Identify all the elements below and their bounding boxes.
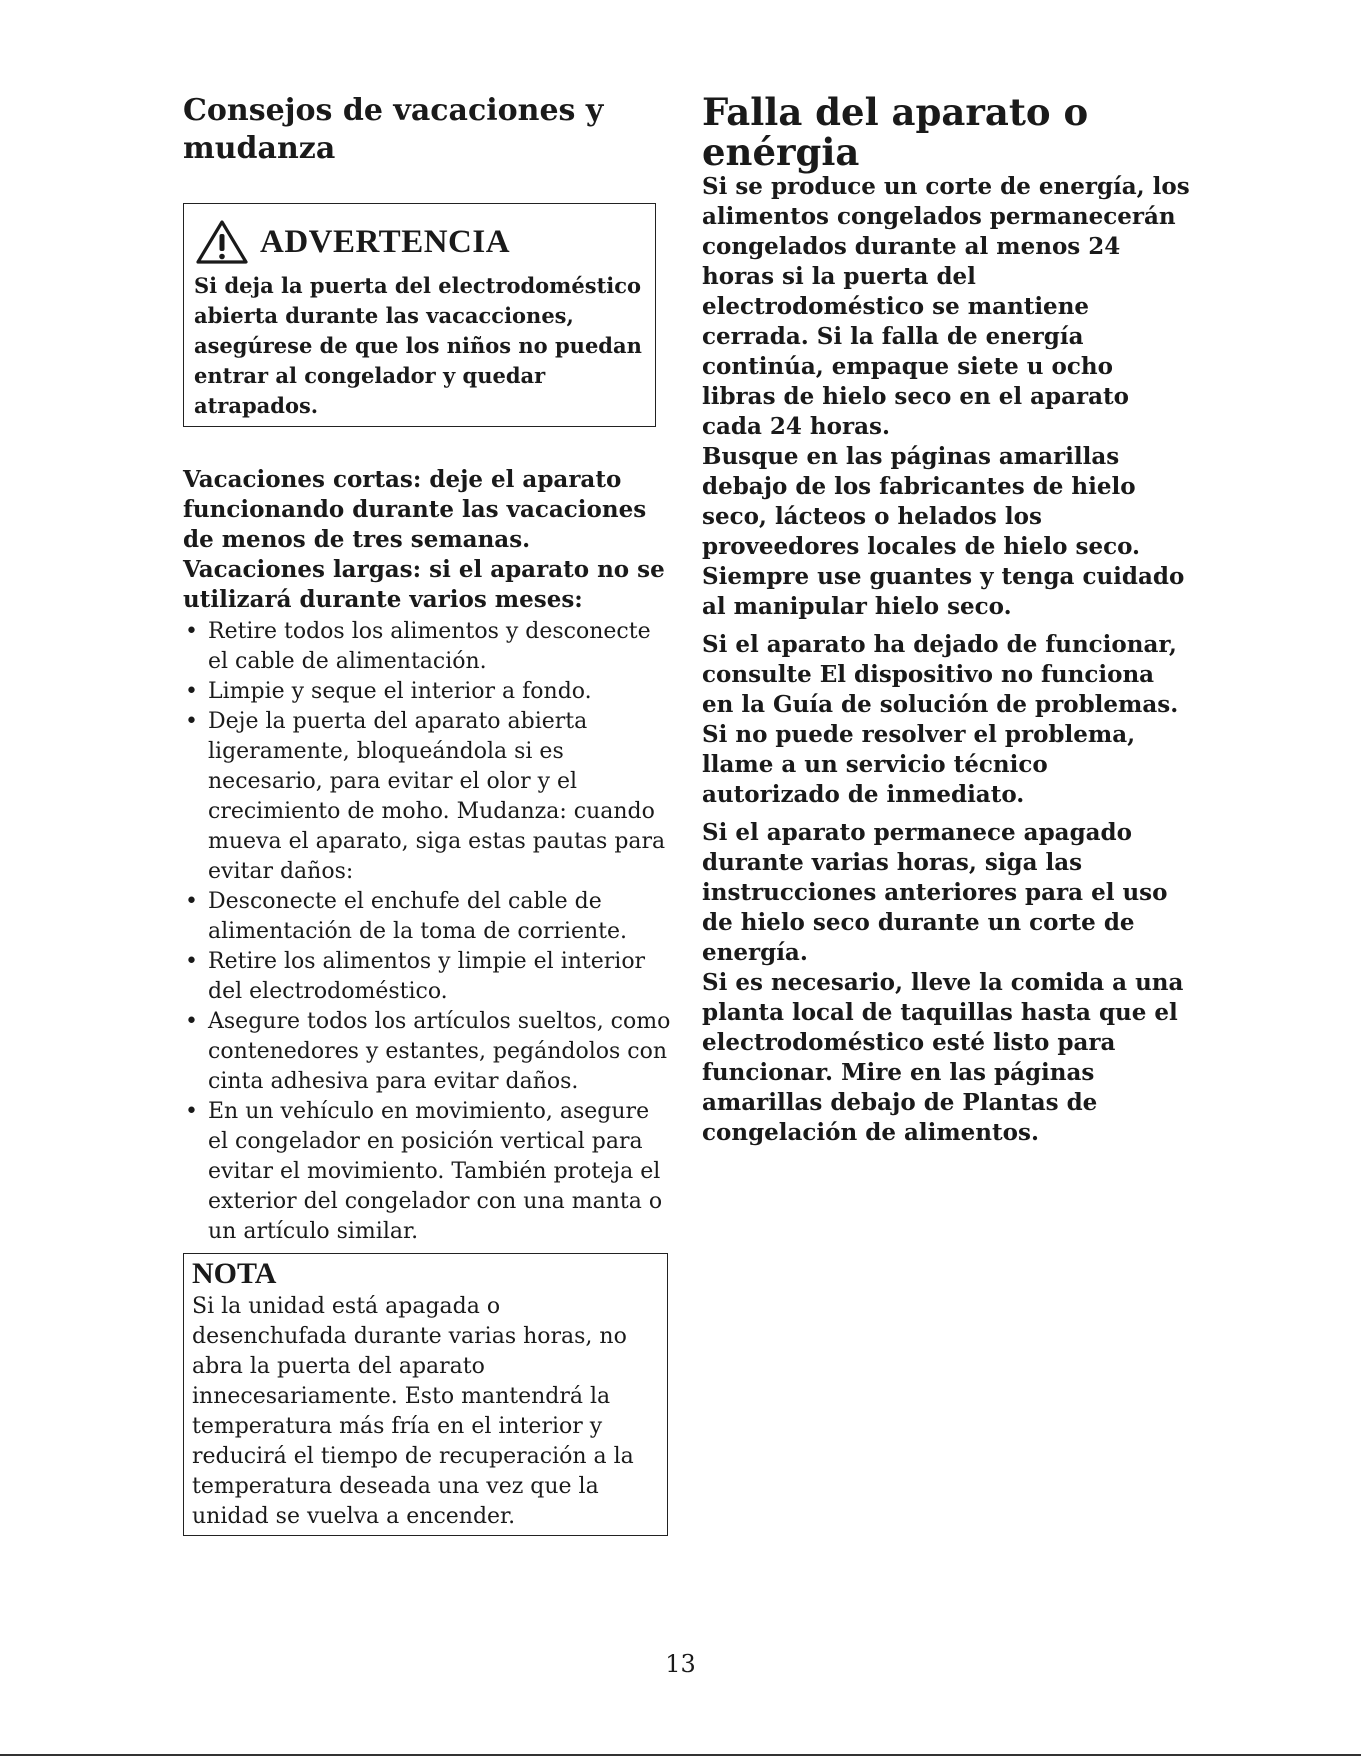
note-title: NOTA: [192, 1257, 277, 1290]
section-heading-power-failure: [702, 92, 1192, 172]
vacation-bullet-list: [183, 617, 673, 1247]
list-item: • Asegure todos los artículos sueltos, como contenedores y estantes, pegándolos con cinta adhesiva para evitar daños.: [183, 1007, 673, 1097]
warning-box: [183, 203, 656, 427]
warning-triangle-icon: [194, 218, 250, 266]
appliance-off-paragraph: Si el aparato permanece apagado durante varias horas, siga las instrucciones anteriores para el uso de hielo seco durante un corte de energía.: [702, 819, 1168, 966]
locker-plant-paragraph: Si es necesario, lleve la comida a una planta local de taquillas hasta que el electrodoméstico esté listo para funcionar. Mire en las páginas amarillas debajo de Plantas de congelación de alimentos.: [702, 969, 1184, 1146]
warning-header: [194, 218, 645, 266]
warning-text: Si deja la puerta del electrodoméstico abierta durante las vacacciones, asegúrese de que los niños no puedan entrar al congelador y quedar atrapados.: [194, 273, 642, 418]
list-item: • Deje la puerta del aparato abierta ligeramente, bloqueándola si es necesario, para evitar el olor y el crecimiento de moho. Mudanza: cuando mueva el aparato, siga estas pautas para evitar daños:: [183, 707, 673, 887]
heading-line: Consejos de vacaciones y: [183, 93, 604, 128]
heading-line: mudanza: [183, 131, 336, 166]
left-column: [183, 92, 673, 1536]
appliance-stopped-paragraph: Si el aparato ha dejado de funcionar, consulte El dispositivo no funciona en la Guía de solución de problemas. Si no puede resolver el problema, llame a un servicio técnico autorizado de inmediato.: [702, 631, 1179, 808]
list-item: • Desconecte el enchufe del cable de alimentación de la toma de corriente.: [183, 887, 673, 947]
warning-title: ADVERTENCIA: [260, 223, 511, 260]
list-item: • Retire todos los alimentos y desconecte el cable de alimentación.: [183, 617, 673, 677]
note-box: [183, 1253, 668, 1536]
power-outage-paragraph: Si se produce un corte de energía, los alimentos congelados permanecerán congelados durante al menos 24 horas si la puerta del electrodoméstico se mantiene cerrada. Si la falla de energía continúa, empaque siete u ocho libras de hielo seco en el aparato cada 24 horas.: [702, 173, 1190, 440]
right-column: [702, 92, 1192, 1148]
list-item: • En un vehículo en movimiento, asegure el congelador en posición vertical para evitar el movimiento. También proteja el exterior del congelador con una manta o un artículo similar.: [183, 1097, 673, 1247]
list-item: • Limpie y seque el interior a fondo.: [183, 677, 673, 707]
heading-line: enérgia: [702, 130, 860, 174]
dry-ice-paragraph: Busque en las páginas amarillas debajo de los fabricantes de hielo seco, lácteos o helados los proveedores locales de hielo seco. Siempre use guantes y tenga cuidado al manipular hielo seco.: [702, 443, 1185, 620]
section-heading-vacation: [183, 92, 673, 168]
heading-line: Falla del aparato o: [702, 90, 1089, 134]
note-text: Si la unidad está apagada o desenchufada durante varias horas, no abra la puerta del aparato innecesariamente. Esto mantendrá la temperatura más fría en el interior y reducirá el tiempo de recuperación a la temperatura deseada una vez que la unidad se vuelva a encender.: [192, 1294, 634, 1529]
short-vacation-text: Vacaciones cortas: deje el aparato funcionando durante las vacaciones de menos de tres semanas.: [183, 466, 647, 553]
bottom-rule: [0, 1754, 1361, 1756]
long-vacation-text: Vacaciones largas: si el aparato no se utilizará durante varios meses:: [183, 556, 665, 613]
page-number: 13: [665, 1650, 696, 1678]
list-item: • Retire los alimentos y limpie el interior del electrodoméstico.: [183, 947, 673, 1007]
